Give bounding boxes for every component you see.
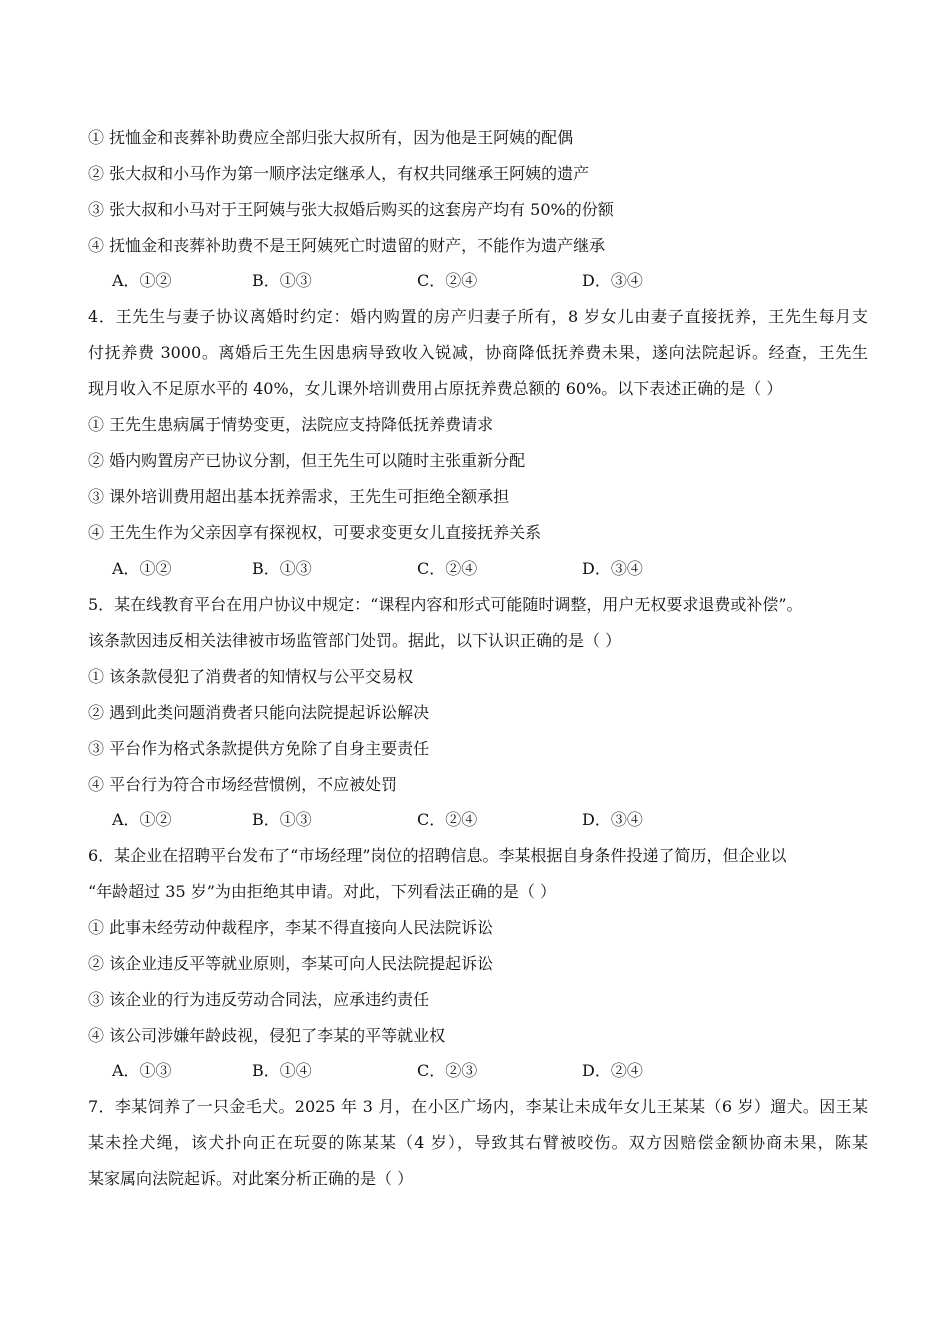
q3-option-a: A．①② — [112, 271, 172, 290]
q4-statement-1: ① 王先生患病属于情势变更，法院应支持降低抚养费请求 — [88, 415, 494, 434]
q3-statement-4: ④ 抚恤金和丧葬补助费不是王阿姨死亡时遗留的财产，不能作为遗产继承 — [88, 236, 606, 255]
q5-statement-3: ③ 平台作为格式条款提供方免除了自身主要责任 — [88, 739, 430, 758]
q5-statement-1: ① 该条款侵犯了消费者的知情权与公平交易权 — [88, 667, 414, 686]
q6-statement-1: ① 此事未经劳动仲裁程序，李某不得直接向人民法院诉讼 — [88, 918, 494, 937]
q4-statement-3: ③ 课外培训费用超出基本抚养需求，王先生可拒绝全额承担 — [88, 487, 510, 506]
q4-option-a: A．①② — [112, 559, 172, 578]
q6-statement-3: ③ 该企业的行为违反劳动合同法，应承违约责任 — [88, 990, 430, 1009]
q4-stem-line-2: 付抚养费 3000。离婚后王先生因患病导致收入锐减，协商降低抚养费未果，遂向法院起诉。经查，王先生 — [88, 343, 868, 362]
q5-option-b: B．①③ — [252, 810, 312, 829]
q4-statement-2: ② 婚内购置房产已协议分割，但王先生可以随时主张重新分配 — [88, 451, 526, 470]
q4-statement-4: ④ 王先生作为父亲因享有探视权，可要求变更女儿直接抚养关系 — [88, 523, 542, 542]
q5-statement-4: ④ 平台行为符合市场经营惯例，不应被处罚 — [88, 775, 398, 794]
q3-option-b: B．①③ — [252, 271, 312, 290]
q4-option-c: C．②④ — [417, 559, 478, 578]
q4-stem-line-1: 4．王先生与妻子协议离婚时约定：婚内购置的房产归妻子所有，8 岁女儿由妻子直接抚养，王先生每月支 — [88, 307, 868, 326]
q3-statement-3: ③ 张大叔和小马对于王阿姨与张大叔婚后购买的这套房产均有 50%的份额 — [88, 200, 614, 219]
q5-stem-line-1: 5．某在线教育平台在用户协议中规定：“课程内容和形式可能随时调整，用户无权要求退费或补偿”。 — [88, 595, 803, 614]
q5-option-c: C．②④ — [417, 810, 478, 829]
q6-option-d: D．②④ — [582, 1061, 643, 1080]
q7-stem-line-2: 某未拴犬绳，该犬扑向正在玩耍的陈某某（4 岁），导致其右臂被咬伤。双方因赔偿金额协商未果，陈某 — [88, 1133, 868, 1152]
q5-stem-line-2: 该条款因违反相关法律被市场监管部门处罚。据此，以下认识正确的是（ ） — [88, 631, 622, 650]
q6-option-a: A．①③ — [112, 1061, 172, 1080]
q5-option-d: D．③④ — [582, 810, 643, 829]
q5-option-a: A．①② — [112, 810, 172, 829]
q6-stem-line-1: 6．某企业在招聘平台发布了“市场经理”岗位的招聘信息。李某根据自身条件投递了简历，但企业以 — [88, 846, 787, 865]
q6-stem-line-2: “年龄超过 35 岁”为由拒绝其申请。对此，下列看法正确的是（ ） — [88, 882, 556, 901]
q4-option-b: B．①③ — [252, 559, 312, 578]
q7-stem-line-3: 某家属向法院起诉。对此案分析正确的是（ ） — [88, 1169, 414, 1188]
q6-option-b: B．①④ — [252, 1061, 312, 1080]
q7-stem-line-1: 7．李某饲养了一只金毛犬。2025 年 3 月，在小区广场内，李某让未成年女儿王某某（6 岁）遛犬。因王某 — [88, 1097, 868, 1116]
q4-option-d: D．③④ — [582, 559, 643, 578]
q3-statement-2: ② 张大叔和小马作为第一顺序法定继承人，有权共同继承王阿姨的遗产 — [88, 164, 590, 183]
q6-option-c: C．②③ — [417, 1061, 478, 1080]
q5-statement-2: ② 遇到此类问题消费者只能向法院提起诉讼解决 — [88, 703, 430, 722]
q4-stem-line-3: 现月收入不足原水平的 40%，女儿课外培训费用占原抚养费总额的 60%。以下表述正确的是（ ） — [88, 379, 783, 398]
q3-option-d: D．③④ — [582, 271, 643, 290]
q3-option-c: C．②④ — [417, 271, 478, 290]
q3-statement-1: ① 抚恤金和丧葬补助费应全部归张大叔所有，因为他是王阿姨的配偶 — [88, 128, 574, 147]
q6-statement-4: ④ 该公司涉嫌年龄歧视，侵犯了李某的平等就业权 — [88, 1026, 446, 1045]
q6-statement-2: ② 该企业违反平等就业原则，李某可向人民法院提起诉讼 — [88, 954, 494, 973]
